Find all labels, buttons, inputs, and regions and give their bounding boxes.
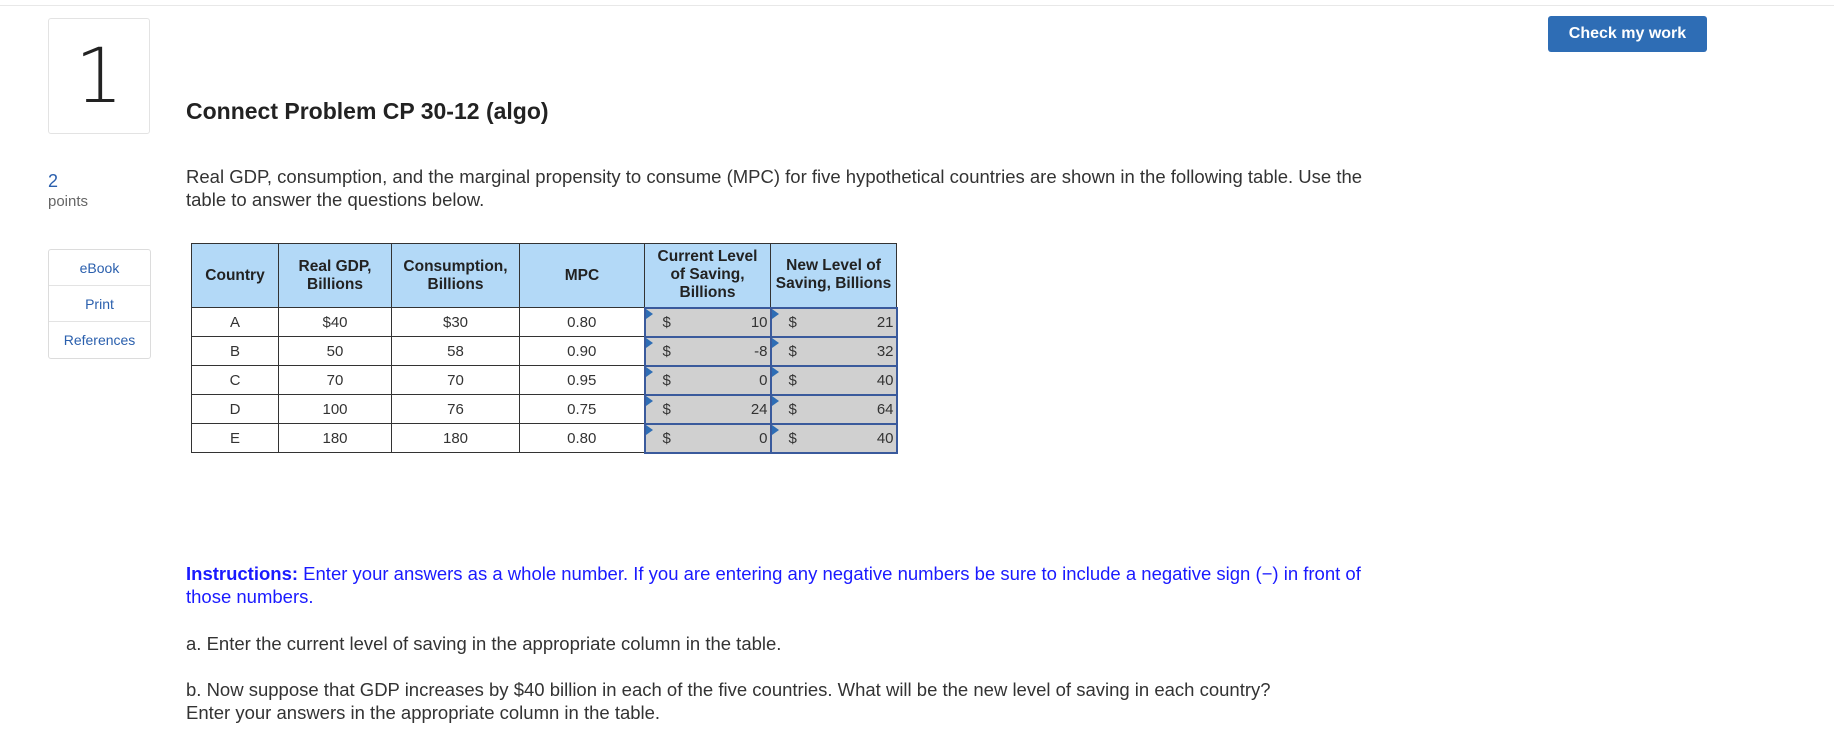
currency-symbol: $: [788, 429, 797, 447]
cell-real-gdp: $40: [279, 308, 392, 337]
currency-symbol: $: [788, 313, 797, 331]
cell-flag-icon: [772, 425, 779, 435]
question-title: Connect Problem CP 30-12 (algo): [186, 98, 549, 124]
instructions-label: Instructions:: [186, 563, 299, 584]
new-saving-input[interactable]: [772, 367, 896, 394]
question-number: 1: [74, 31, 124, 120]
current-saving-input[interactable]: [646, 309, 770, 336]
cell-mpc: 0.95: [520, 366, 645, 395]
header-consumption: Consumption, Billions: [392, 244, 520, 308]
data-table: [191, 243, 898, 454]
side-menu: [48, 249, 151, 359]
current-saving-input-cell[interactable]: [645, 424, 771, 453]
cell-flag-icon: [772, 338, 779, 348]
table-row: [192, 424, 897, 453]
current-saving-input[interactable]: [646, 425, 770, 452]
current-saving-value[interactable]: 24: [750, 400, 768, 418]
new-saving-input[interactable]: [772, 396, 896, 423]
cell-flag-icon: [772, 396, 779, 406]
cell-flag-icon: [772, 367, 779, 377]
new-saving-value[interactable]: 32: [876, 342, 894, 360]
table-row: [192, 395, 897, 424]
cell-flag-icon: [772, 309, 779, 319]
cell-flag-icon: [646, 425, 653, 435]
cell-flag-icon: [646, 367, 653, 377]
ebook-link[interactable]: eBook: [49, 250, 150, 286]
header-country: Country: [192, 244, 279, 308]
currency-symbol: $: [662, 371, 671, 389]
new-saving-value[interactable]: 64: [876, 400, 894, 418]
cell-country: D: [192, 395, 279, 424]
new-saving-input-cell[interactable]: [771, 366, 897, 395]
table-header-row: [192, 244, 897, 308]
current-saving-input[interactable]: [646, 396, 770, 423]
current-saving-value[interactable]: 0: [759, 371, 768, 389]
cell-flag-icon: [646, 338, 653, 348]
currency-symbol: $: [662, 313, 671, 331]
instructions-text: Enter your answers as a whole number. If you are entering any negative numbers be sure to include a negative sign (−) in front of those numbers.: [186, 563, 1361, 607]
points-label: points: [48, 193, 89, 210]
currency-symbol: $: [788, 400, 797, 418]
points-block: [48, 170, 88, 212]
table-row: [192, 366, 897, 395]
table-row: [192, 308, 897, 337]
current-saving-value[interactable]: 10: [750, 313, 768, 331]
currency-symbol: $: [788, 371, 797, 389]
new-saving-input[interactable]: [772, 425, 896, 452]
cell-country: E: [192, 424, 279, 453]
table-row: [192, 337, 897, 366]
cell-mpc: 0.90: [520, 337, 645, 366]
cell-real-gdp: 100: [279, 395, 392, 424]
current-saving-input[interactable]: [646, 367, 770, 394]
cell-real-gdp: 180: [279, 424, 392, 453]
header-real-gdp: Real GDP, Billions: [279, 244, 392, 308]
cell-consumption: 70: [392, 366, 520, 395]
question-intro: Real GDP, consumption, and the marginal propensity to consume (MPC) for five hypothetical countries are shown in the following table. Use the table to answer the questions below.: [186, 166, 1363, 210]
instructions: [186, 562, 1386, 608]
new-saving-input-cell[interactable]: [771, 424, 897, 453]
new-saving-input[interactable]: [772, 309, 896, 336]
current-saving-value[interactable]: 0: [759, 429, 768, 447]
current-saving-input-cell[interactable]: [645, 308, 771, 337]
check-my-work-button[interactable]: Check my work: [1548, 16, 1707, 52]
new-saving-input-cell[interactable]: [771, 308, 897, 337]
cell-real-gdp: 50: [279, 337, 392, 366]
points-value: 2: [48, 171, 59, 191]
currency-symbol: $: [662, 429, 671, 447]
current-saving-value[interactable]: -8: [754, 342, 768, 360]
new-saving-value[interactable]: 40: [876, 429, 894, 447]
cell-flag-icon: [646, 396, 653, 406]
new-saving-input-cell[interactable]: [771, 337, 897, 366]
cell-consumption: 180: [392, 424, 520, 453]
part-b-text: b. Now suppose that GDP increases by $40 billion in each of the five countries. What will be the new level of saving in each country? Enter your answers in the appropriate column in the table.: [186, 679, 1271, 723]
new-saving-value[interactable]: 21: [876, 313, 894, 331]
cell-country: C: [192, 366, 279, 395]
cell-flag-icon: [646, 309, 653, 319]
cell-country: B: [192, 337, 279, 366]
new-saving-input-cell[interactable]: [771, 395, 897, 424]
print-link[interactable]: Print: [49, 286, 150, 322]
question-number-box: [48, 18, 150, 134]
header-mpc: MPC: [520, 244, 645, 308]
cell-country: A: [192, 308, 279, 337]
current-saving-input-cell[interactable]: [645, 337, 771, 366]
cell-real-gdp: 70: [279, 366, 392, 395]
cell-consumption: $30: [392, 308, 520, 337]
cell-mpc: 0.75: [520, 395, 645, 424]
cell-consumption: 76: [392, 395, 520, 424]
new-saving-value[interactable]: 40: [876, 371, 894, 389]
currency-symbol: $: [662, 342, 671, 360]
current-saving-input[interactable]: [646, 338, 770, 365]
cell-consumption: 58: [392, 337, 520, 366]
current-saving-input-cell[interactable]: [645, 366, 771, 395]
cell-mpc: 0.80: [520, 308, 645, 337]
new-saving-input[interactable]: [772, 338, 896, 365]
references-link[interactable]: References: [63, 332, 136, 348]
cell-mpc: 0.80: [520, 424, 645, 453]
header-new-saving: New Level of Saving, Billions: [771, 244, 897, 308]
header-current-saving: Current Level of Saving, Billions: [645, 244, 771, 308]
part-a-text: a. Enter the current level of saving in the appropriate column in the table.: [186, 633, 782, 654]
currency-symbol: $: [788, 342, 797, 360]
currency-symbol: $: [662, 400, 671, 418]
top-divider: [0, 5, 1834, 6]
current-saving-input-cell[interactable]: [645, 395, 771, 424]
